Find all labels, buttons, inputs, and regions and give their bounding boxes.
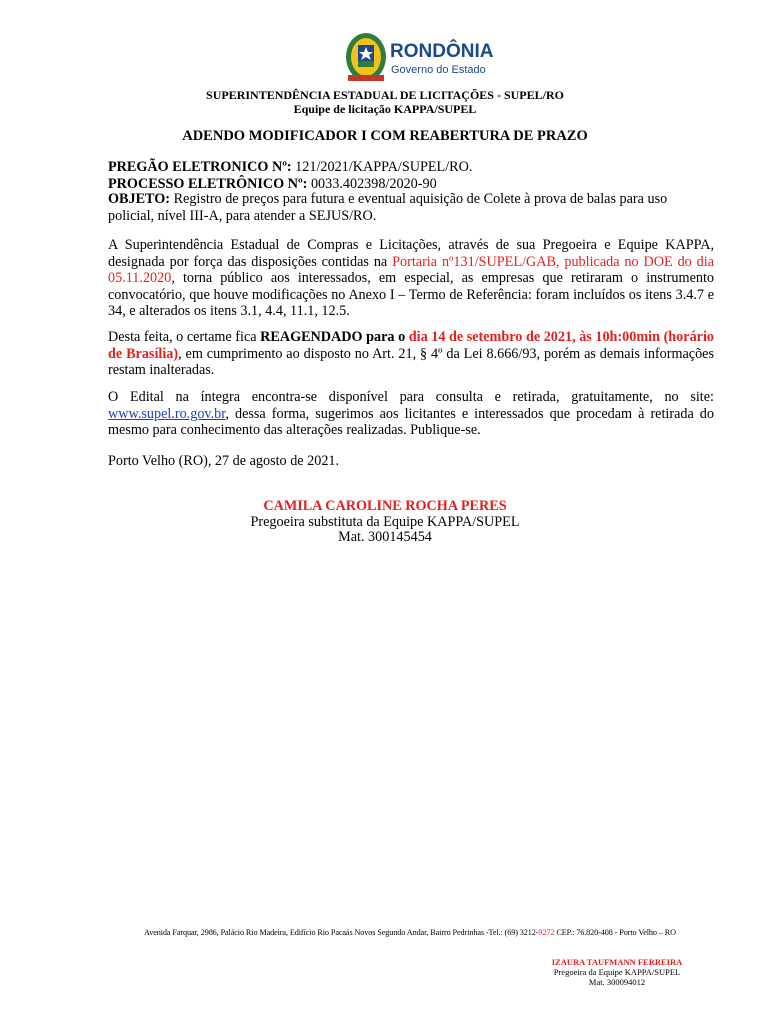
pregao-label: PREGÃO ELETRONICO Nº: (108, 159, 292, 175)
objeto-paragraph (108, 191, 714, 224)
signatory-role: Pregoeira substituta da Equipe KAPPA/SUPEL (250, 514, 520, 530)
secondary-signatory-name (517, 957, 717, 967)
paragraph-1-body: , torna público aos interessados, em especial, as empresas que retiraram o instrumento convocatório, que houve modificações no Anexo I – Termo de Referência: foram incluídos os itens 3.4.7 e 34, e alterados os itens 3.1, 4.4, 11.1, 12.5. (108, 270, 714, 319)
paragraph-2-body: , em cumprimento ao disposto no Art. 21, § 4º da Lei 8.666/93, porém as demais informações restam inalteradas. (108, 345, 714, 378)
signatory-name (0, 498, 770, 515)
processo-label: PROCESSO ELETRÔNICO Nº: (108, 176, 308, 192)
signatory-name-text: CAMILA CAROLINE ROCHA PERES (263, 498, 507, 514)
footer-address-cep: CEP.: 76.820-408 - Porto Velho – RO (554, 928, 676, 937)
reagendado-label: REAGENDADO para o (260, 329, 406, 345)
secondary-signatory-mat: Mat. 300094012 (588, 977, 646, 987)
processo-value: 0033.402398/2020-90 (310, 176, 437, 192)
footer-phone-extension: 9272 (538, 928, 555, 937)
pregao-line (108, 159, 714, 176)
objeto-label: OBJETO: (108, 191, 171, 207)
signatory-mat: Mat. 300145454 (338, 529, 432, 545)
paragraph-1 (108, 237, 714, 320)
header-line-1: SUPERINTENDÊNCIA ESTADUAL DE LICITAÇÕES - SUPEL/RO (206, 88, 564, 102)
secondary-signatory-name-text: IZAURA TAUFMANN FERREIRA (551, 957, 683, 967)
objeto-value: Registro de preços para futura e eventual aquisição de Colete à prova de balas para uso policial, nível III-A, para atender a SEJUS/RO. (108, 191, 668, 224)
pregao-value: 121/2021/KAPPA/SUPEL/RO. (295, 159, 473, 175)
place-date: Porto Velho (RO), 27 de agosto de 2021. (108, 453, 340, 469)
paragraph-3 (108, 389, 714, 439)
footer-address-text: Avenida Farquar, 2986, Palácio Rio Madeira, Edifício Rio Pacaás Novos Segundo Andar, Bairro Pedrinhas -Tel.: (69) 3212- (144, 928, 539, 937)
logo-title: RONDÔNIA (390, 41, 494, 62)
new-date: dia 14 de setembro de 2021, às 10h:00min (horário de Brasília) (108, 329, 714, 362)
paragraph-2 (108, 329, 714, 379)
footer-address (0, 928, 770, 937)
coat-of-arms-icon (344, 31, 388, 83)
secondary-signatory-role: Pregoeira da Equipe KAPPA/SUPEL (553, 967, 681, 977)
paragraph-1-intro: A Superintendência Estadual de Compras e Licitações, através de sua Pregoeira e Equipe KAPPA, designada por força das disposições contidas na (108, 237, 714, 270)
logo-subtitle: Governo do Estado (391, 64, 486, 76)
paragraph-3-intro: O Edital na íntegra encontra-se disponível para consulta e retirada, gratuitamente, no site: (108, 389, 714, 405)
rondonia-logo (344, 31, 494, 83)
paragraph-2-intro: Desta feita, o certame fica (108, 329, 257, 345)
paragraph-3-body: , dessa forma, sugerimos aos licitantes e interessados que procedam à retirada do mesmo para conhecimento das alterações realizadas. Publique-se. (108, 405, 714, 438)
header-line-2: Equipe de licitação KAPPA/SUPEL (293, 102, 477, 116)
supel-website-link[interactable]: www.supel.ro.gov.br (108, 405, 226, 422)
portaria-reference: Portaria nº131/SUPEL/GAB, publicada no DOE do dia 05.11.2020 (108, 253, 714, 286)
document-title: ADENDO MODIFICADOR I COM REABERTURA DE PRAZO (182, 128, 588, 144)
